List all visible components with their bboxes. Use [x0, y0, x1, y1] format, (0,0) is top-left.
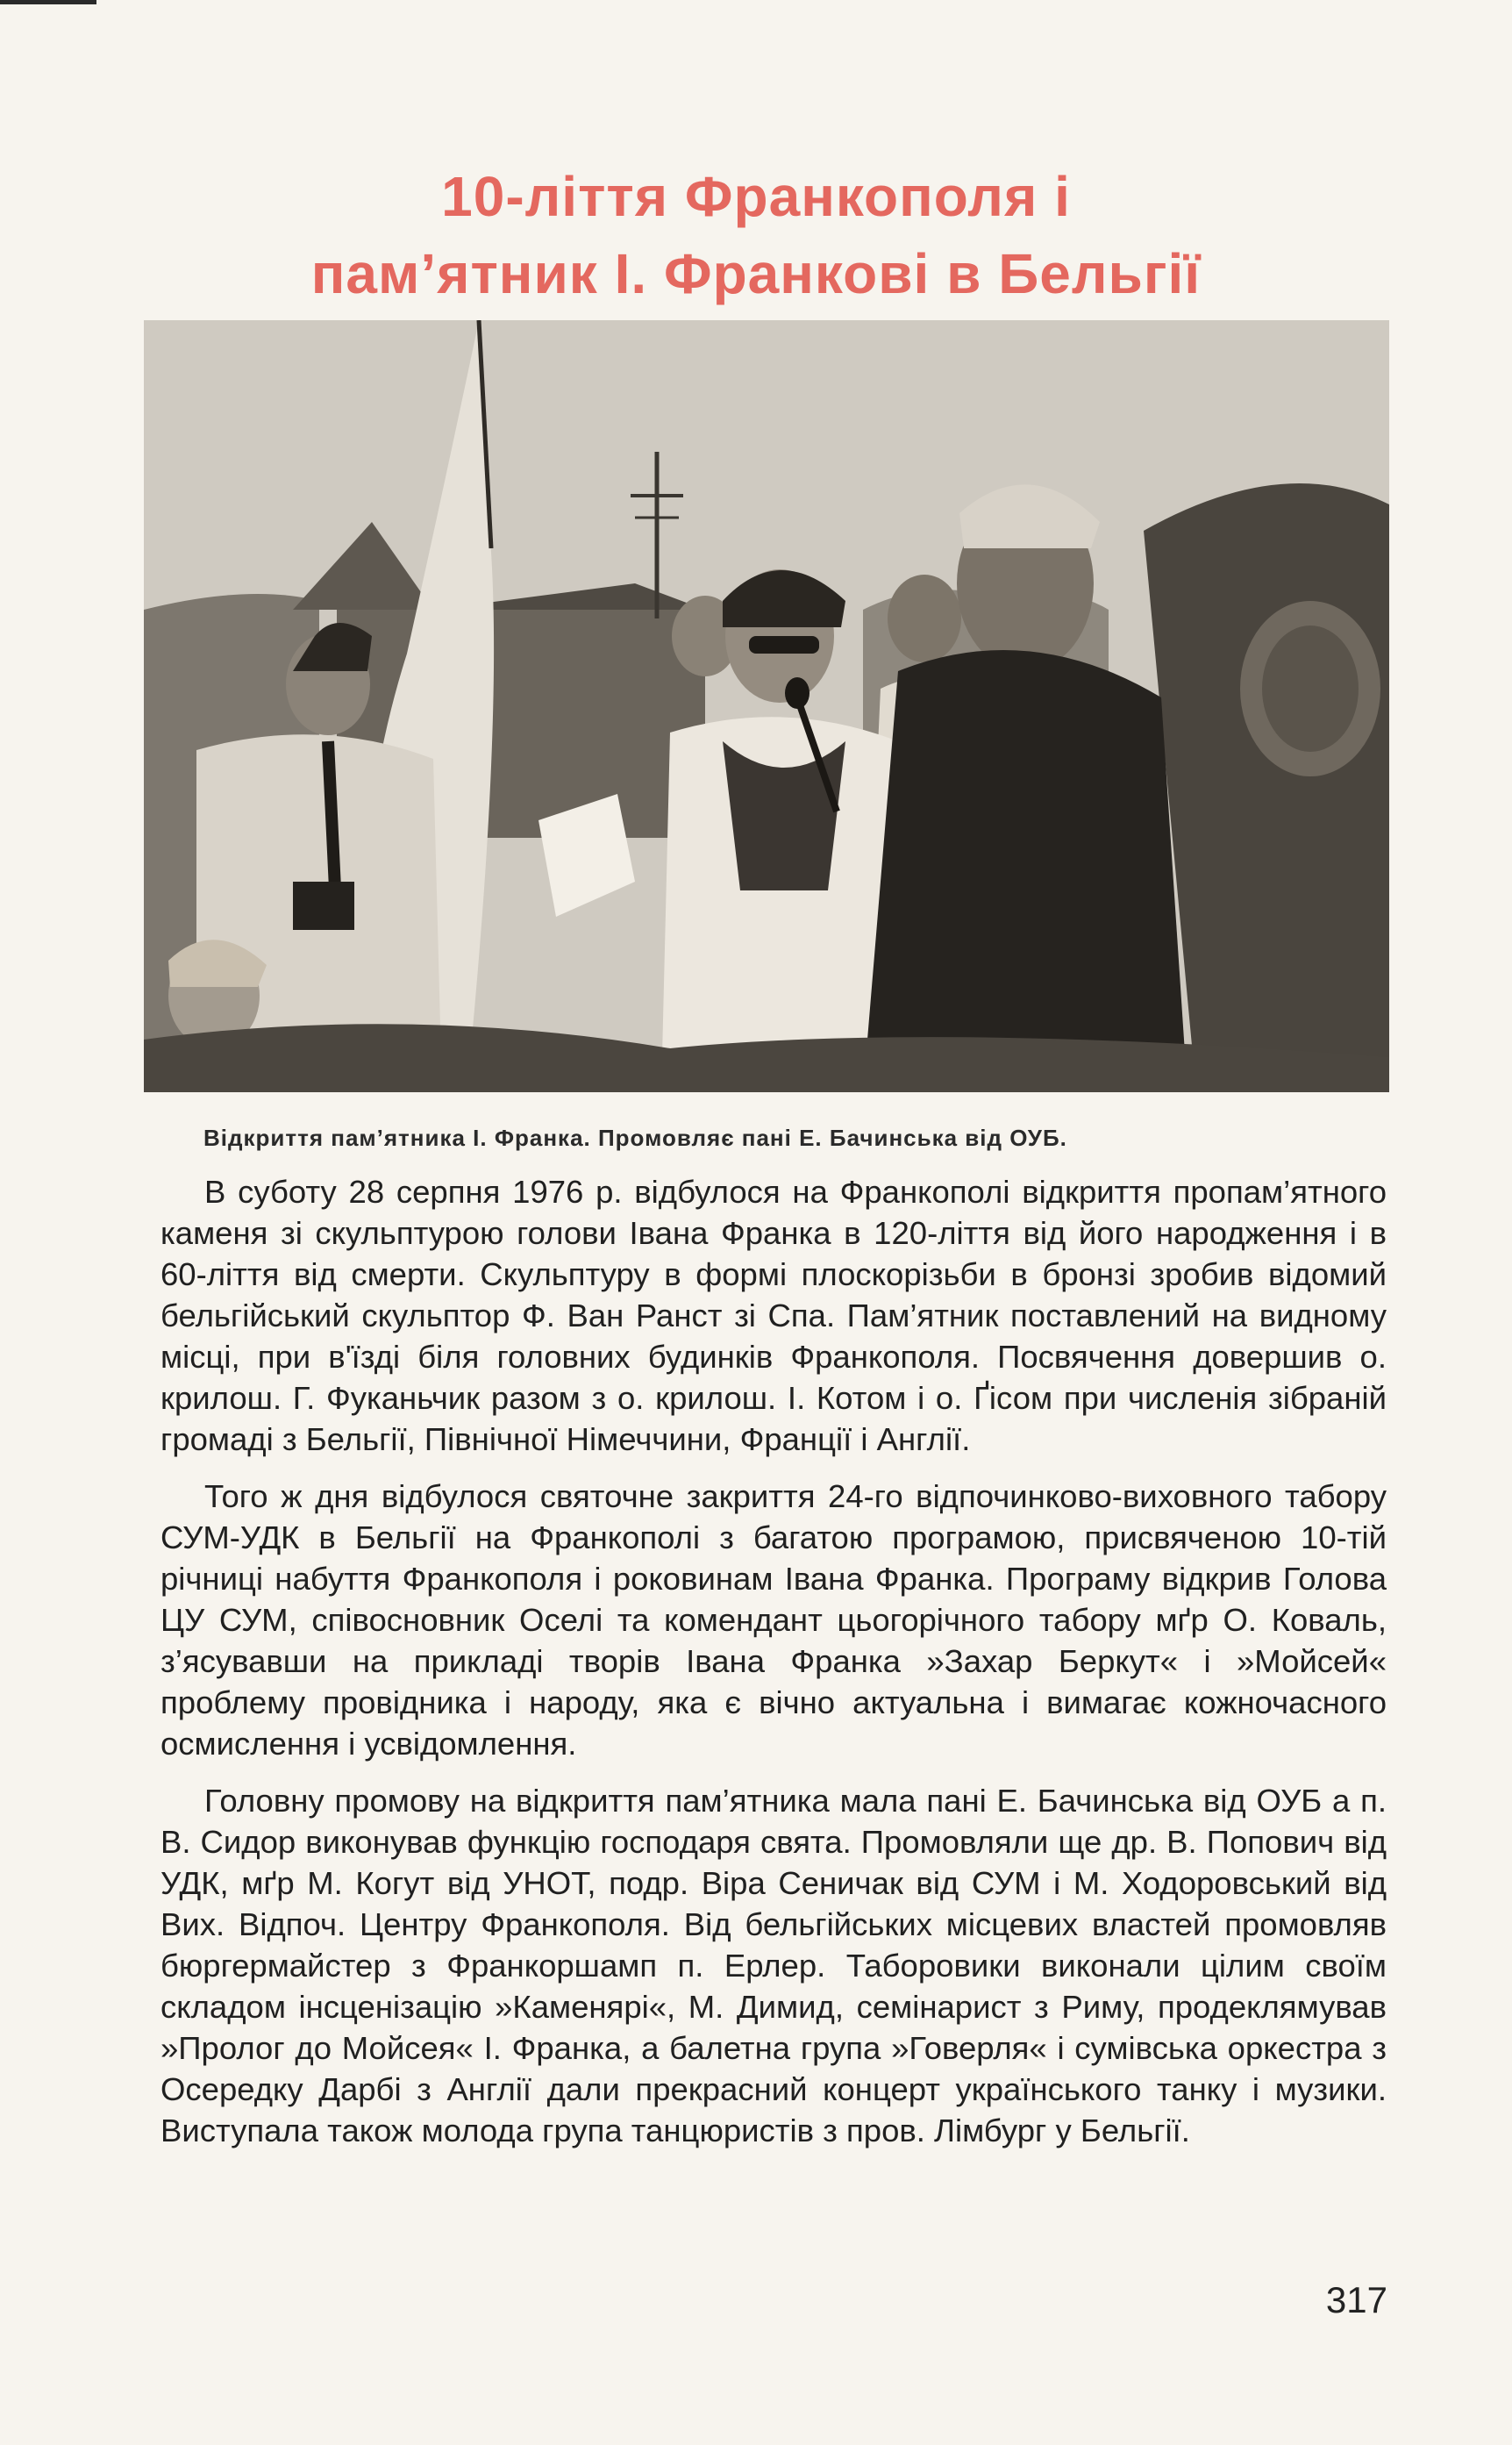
page-number: 317 [1325, 2279, 1387, 2320]
ceremony-photo [144, 320, 1389, 1092]
paragraph-2: Того ж дня відбулося святочне закриття 24-го відпочинково-виховного табору СУМ-УДК в Бельгії на Франкополі з багатою програмою, присвяченою 10-тій річниці набуття Франкополя і роковинам Івана Франка. Програму відкрив Голова ЦУ СУМ, співосновник Оселі та комендант цьогорічного табору мґр О. Коваль, з’ясувавши на прикладі творів Івана Франка »Захар Беркут« і »Мойсей« проблему провідника і народу, яка є вічно актуальна і вимагає кожночасного осмислення і усвідомлення. [160, 1478, 1387, 1762]
article-title [0, 158, 1512, 312]
scan-corner-mark [0, 0, 96, 4]
photo-illustration [144, 320, 1389, 1092]
article-body [160, 1171, 1387, 2167]
title-line-2: пам’ятник І. Франкові в Бельгії [310, 242, 1202, 305]
title-line-1: 10-ліття Франкополя і [441, 165, 1071, 228]
paragraph-1: В суботу 28 серпня 1976 р. відбулося на Франкополі відкриття пропам’ятного каменя зі скульптурою голови Івана Франка в 120-ліття від його народження і в 60-ліття від смерти. Скульптуру в формі плоскорізьби в бронзі зробив відомий бельгійський скульптор Ф. Ван Ранст зі Спа. Пам’ятник поставлений на видному місці, при в'їзді біля головних будинків Франкополя. Посвячення довершив о. крилош. Г. Фуканьчик разом з о. крилош. І. Котом і о. Ґісом при численія зібраній громаді з Бельгії, Північної Німеччини, Франції і Англії. [160, 1174, 1387, 1457]
paragraph-3: Головну промову на відкриття пам’ятника мала пані Е. Бачинська від ОУБ а п. В. Сидор виконував функцію господаря свята. Промовляли ще др. В. Попович від УДК, мґр М. Когут від УНОТ, подр. Віра Сеничак від СУМ і М. Ходоровський від Вих. Відпоч. Центру Франкополя. Від бельгійських місцевих властей промовляв бюргермайстер з Франкоршамп п. Ерлер. Таборовики виконали цілим своїм складом інсценізацію »Каменярі«, М. Димид, семінарист з Риму, продеклямував »Пролог до Мойсея« І. Франка, а балетна група »Говерля« і сумівська оркестра з Осередку Дарбі з Англії дали прекрасний концерт українського танку і музики. Виступала також молода група танцюристів з пров. Лімбург у Бельгії. [160, 1783, 1387, 2148]
photo-caption: Відкриття пам’ятника І. Франка. Промовляє пані Е. Бачинська від ОУБ. [203, 1125, 1067, 1151]
